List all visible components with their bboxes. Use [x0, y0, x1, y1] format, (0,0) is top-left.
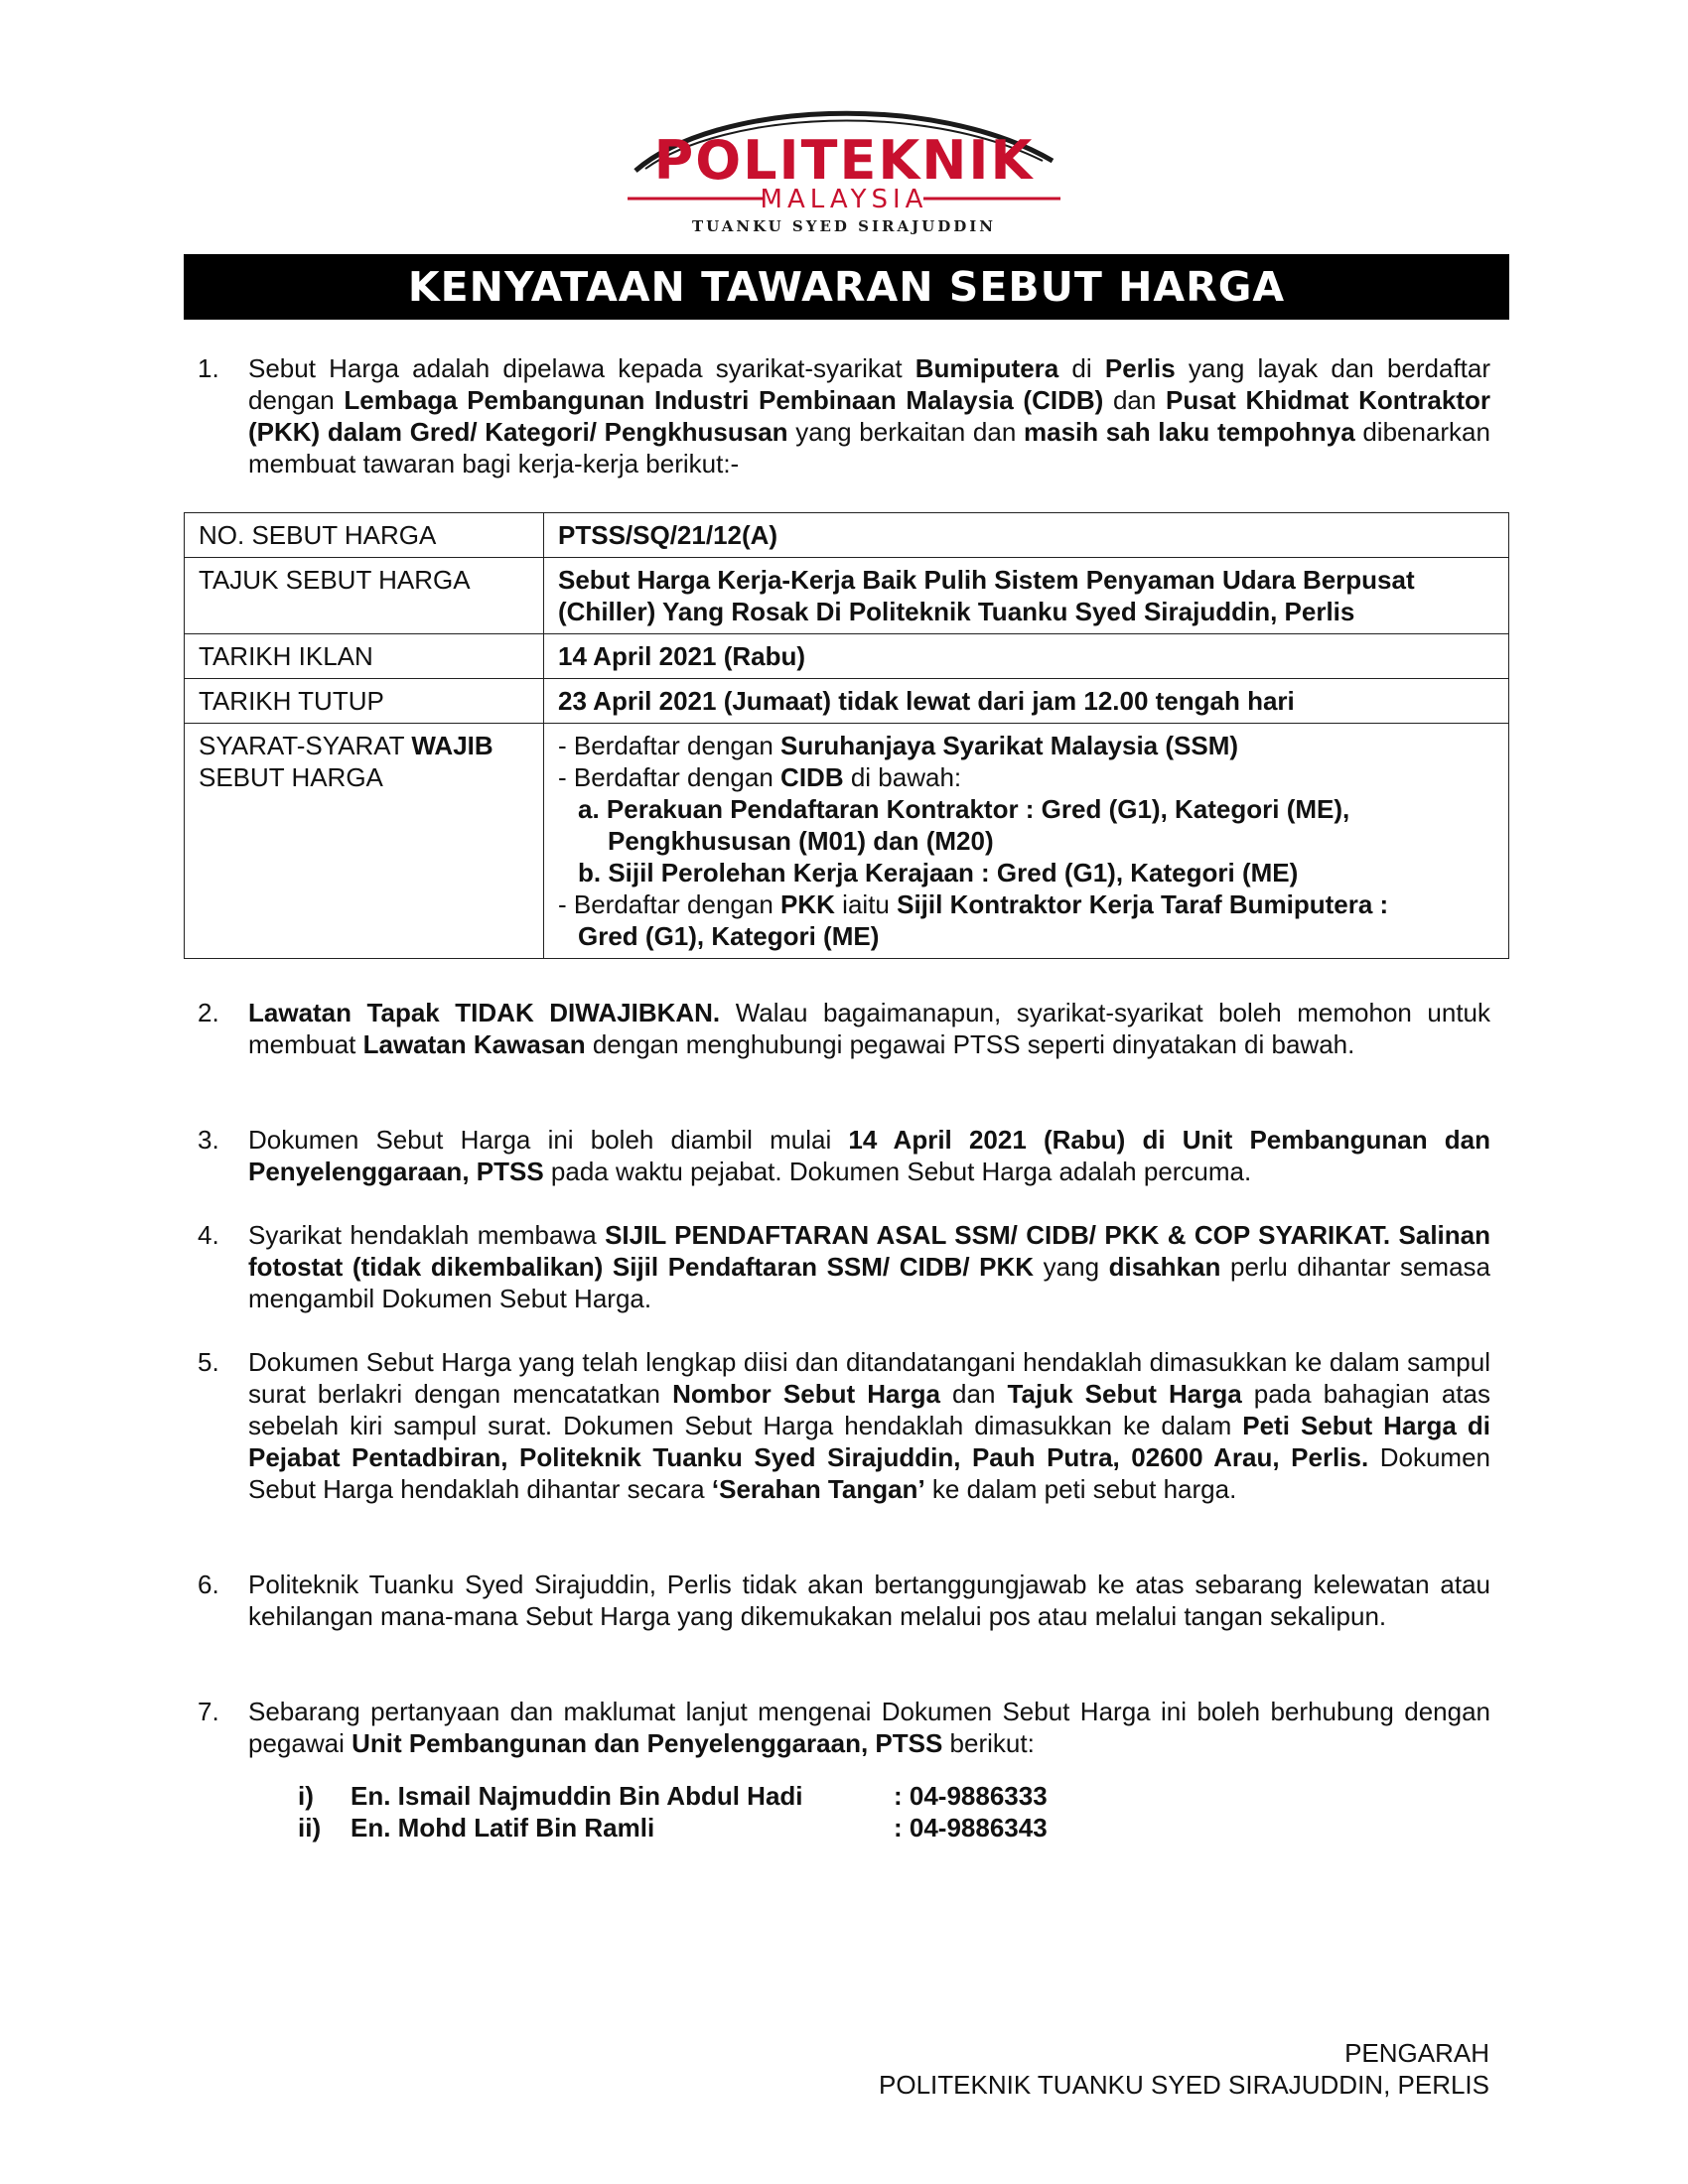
clause-number: 5.: [198, 1347, 219, 1377]
clause-number: 6.: [198, 1570, 219, 1599]
clause-4: [198, 1219, 1490, 1314]
logo-graphic: [606, 91, 1082, 240]
quotation-details-table: [184, 512, 1509, 959]
requirement-line: b. Sijil Perolehan Kerja Kerajaan : Gred (G1), Kategori (ME): [578, 858, 1299, 887]
clause-1: [198, 352, 1490, 479]
row-label: TARIKH IKLAN: [185, 634, 544, 679]
row-label: SYARAT-SYARAT WAJIB SEBUT HARGA: [185, 724, 544, 959]
clause-text: Dokumen Sebut Harga yang telah lengkap diisi dan ditandatangani hendaklah dimasukkan ke dalam sampul surat berlakri dengan mencatatkan Nombor Sebut Harga dan Tajuk Sebut Harga pada bahagian atas sebelah kiri sampul surat. Dokumen Sebut Harga hendaklah dimasukkan ke dalam Peti Sebut Harga di Pejabat Pentadbiran, Politeknik Tuanku Syed Sirajuddin, Pauh Putra, 02600 Arau, Perlis. Dokumen Sebut Harga hendaklah dihantar secara ‘Serahan Tangan’ ke dalam peti sebut harga.: [248, 1347, 1491, 1504]
signatory-organization: POLITEKNIK TUANKU SYED SIRAJUDDIN, PERLIS: [879, 2070, 1489, 2100]
contact-index: ii): [298, 1813, 322, 1843]
clause-text: Lawatan Tapak TIDAK DIWAJIBKAN. Walau bagaimanapun, syarikat-syarikat boleh memohon untuk membuat Lawatan Kawasan dengan menghubungi pegawai PTSS seperti dinyatakan di bawah.: [248, 998, 1490, 1059]
clause-number: 4.: [198, 1220, 219, 1250]
clause-6: [198, 1569, 1490, 1632]
row-label: TAJUK SEBUT HARGA: [185, 558, 544, 634]
row-value: 23 April 2021 (Jumaat) tidak lewat dari jam 12.00 tengah hari: [544, 679, 1509, 724]
clause-number: 1.: [198, 353, 219, 383]
requirement-line: Gred (G1), Kategori (ME): [578, 921, 880, 951]
row-value: PTSS/SQ/21/12(A): [544, 513, 1509, 558]
clause-number: 3.: [198, 1125, 219, 1155]
contact-index: i): [298, 1781, 314, 1811]
logo-country: MALAYSIA: [760, 185, 928, 214]
clause-number: 7.: [198, 1697, 219, 1726]
clause-text: Sebut Harga adalah dipelawa kepada syarikat-syarikat Bumiputera di Perlis yang layak dan berdaftar dengan Lembaga Pembangunan Industri Pembinaan Malaysia (CIDB) dan Pusat Khidmat Kontraktor (PKK) dalam Gred/ Kategori/ Pengkhususan yang berkaitan dan masih sah laku tempohnya dibenarkan membuat tawaran bagi kerja-kerja berikut:-: [248, 353, 1491, 478]
row-value: 14 April 2021 (Rabu): [544, 634, 1509, 679]
requirement-line: - Berdaftar dengan PKK iaitu Sijil Kontraktor Kerja Taraf Bumiputera :: [558, 889, 1389, 919]
signatory-role: PENGARAH: [1344, 2038, 1489, 2068]
politeknik-logo: [606, 91, 1082, 240]
page-title: KENYATAAN TAWARAN SEBUT HARGA: [407, 263, 1286, 311]
table-row: [185, 513, 1509, 558]
requirement-line: - Berdaftar dengan Suruhanjaya Syarikat Malaysia (SSM): [558, 731, 1239, 760]
requirement-line: - Berdaftar dengan CIDB di bawah:: [558, 762, 962, 792]
clause-text: Politeknik Tuanku Syed Sirajuddin, Perlis tidak akan bertanggungjawab ke atas sebarang kelewatan atau kehilangan mana-mana Sebut Harga yang dikemukakan melalui pos atau melalui tangan sekalipun.: [248, 1570, 1490, 1631]
clause-2: [198, 997, 1490, 1060]
clause-5: [198, 1346, 1490, 1505]
requirement-line: Pengkhususan (M01) dan (M20): [608, 826, 994, 856]
clause-text: Dokumen Sebut Harga ini boleh diambil mulai 14 April 2021 (Rabu) di Unit Pembangunan dan Penyelenggaraan, PTSS pada waktu pejabat. Dokumen Sebut Harga adalah percuma.: [248, 1125, 1490, 1186]
table-row: [185, 724, 1509, 959]
row-label: TARIKH TUTUP: [185, 679, 544, 724]
contact-phone: : 04-9886343: [894, 1813, 1048, 1843]
table-row: [185, 558, 1509, 634]
logo-wordmark: POLITEKNIK: [653, 129, 1035, 192]
contact-phone: : 04-9886333: [894, 1781, 1048, 1811]
signature-block: [879, 2037, 1489, 2101]
logo-campus: TUANKU SYED SIRAJUDDIN: [691, 217, 997, 235]
table-row: [185, 679, 1509, 724]
contact-name: En. Mohd Latif Bin Ramli: [351, 1813, 655, 1843]
table-row: [185, 634, 1509, 679]
contact-name: En. Ismail Najmuddin Bin Abdul Hadi: [351, 1781, 803, 1811]
requirement-line: a. Perakuan Pendaftaran Kontraktor : Gred (G1), Kategori (ME),: [578, 794, 1350, 824]
title-banner: [184, 254, 1509, 320]
clause-text: Syarikat hendaklah membawa SIJIL PENDAFTARAN ASAL SSM/ CIDB/ PKK & COP SYARIKAT. Salinan fotostat (tidak dikembalikan) Sijil Pendaftaran SSM/ CIDB/ PKK yang disahkan perlu dihantar semasa mengambil Dokumen Sebut Harga.: [248, 1220, 1491, 1313]
clause-7: [198, 1696, 1490, 1759]
row-value: Sebut Harga Kerja-Kerja Baik Pulih Sistem Penyaman Udara Berpusat (Chiller) Yang Rosak Di Politeknik Tuanku Syed Sirajuddin, Perlis: [544, 558, 1509, 634]
clause-number: 2.: [198, 998, 219, 1027]
clause-text: Sebarang pertanyaan dan maklumat lanjut mengenai Dokumen Sebut Harga ini boleh berhubung dengan pegawai Unit Pembangunan dan Penyelenggaraan, PTSS berikut:: [248, 1697, 1490, 1758]
row-label: NO. SEBUT HARGA: [185, 513, 544, 558]
row-value: [544, 724, 1509, 959]
clause-3: [198, 1124, 1490, 1187]
